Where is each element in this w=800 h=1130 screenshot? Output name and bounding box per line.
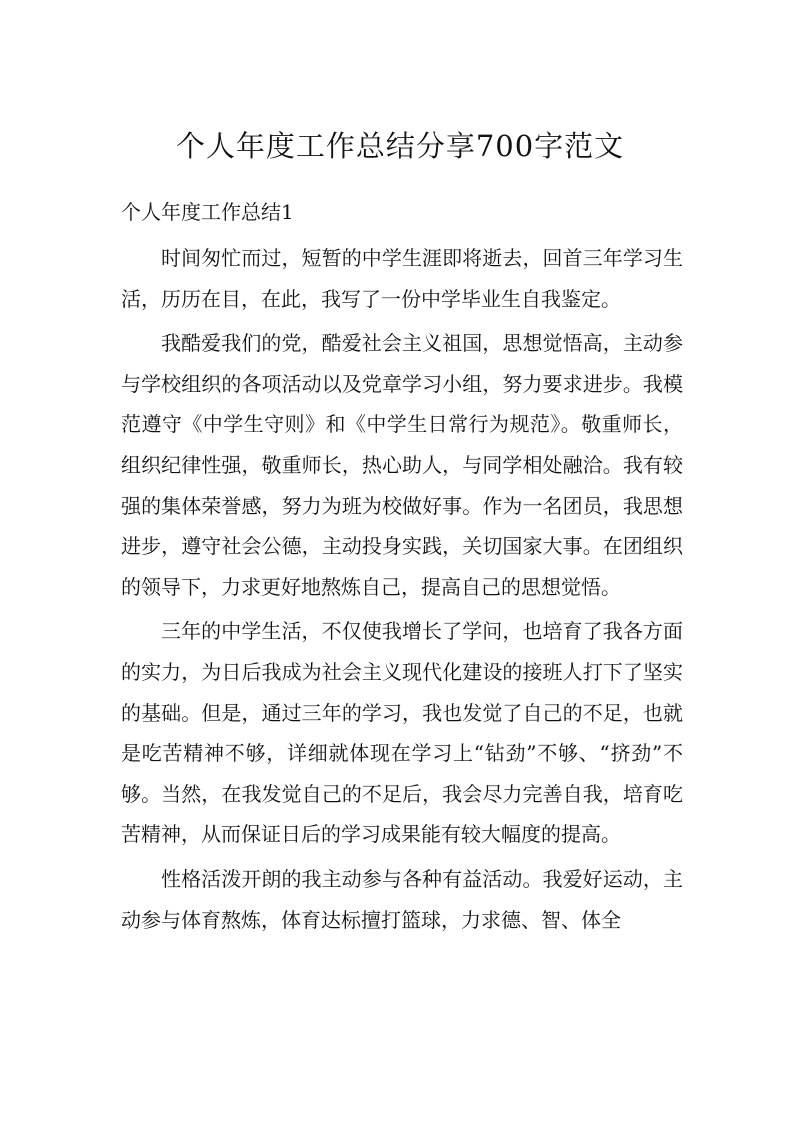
paragraph-4: 性格活泼开朗的我主动参与各种有益活动。我爱好运动，主动参与体育熬炼，体育达标擅打篮球，力求德、智、体全 [121, 866, 683, 932]
document-body [121, 238, 683, 940]
section-heading: 个人年度工作总结1 [121, 200, 294, 224]
document-title: 个人年度工作总结分享700字范文 [175, 129, 625, 163]
paragraph-1: 时间匆忙而过，短暂的中学生涯即将逝去，回首三年学习生活，历历在目，在此，我写了一份中学毕业生自我鉴定。 [121, 246, 683, 311]
paragraph-3: 三年的中学生活，不仅使我增长了学问，也培育了我各方面的实力，为日后我成为社会主义现代化建设的接班人打下了坚实的基础。但是，通过三年的学习，我也发觉了自己的不足，也就是吃苦精神不够，详细就体现在学习上“钻劲”不够、“挤劲”不够。当然，在我发觉自己的不足后，我会尽力完善自我，培育吃苦精神，从而保证日后的学习成果能有较大幅度的提高。 [121, 619, 683, 847]
paragraph-2: 我酷爱我们的党，酷爱社会主义祖国，思想觉悟高，主动参与学校组织的各项活动以及党章学习小组，努力要求进步。我模范遵守《中学生守则》和《中学生日常行为规范》。敬重师长，组织纪律性强，敬重师长，热心助人，与同学相处融洽。我有较强的集体荣誉感，努力为班为校做好事。作为一名团员，我思想进步，遵守社会公德，主动投身实践，关切国家大事。在团组织的领导下，力求更好地熬炼自己，提高自己的思想觉悟。 [121, 331, 683, 599]
